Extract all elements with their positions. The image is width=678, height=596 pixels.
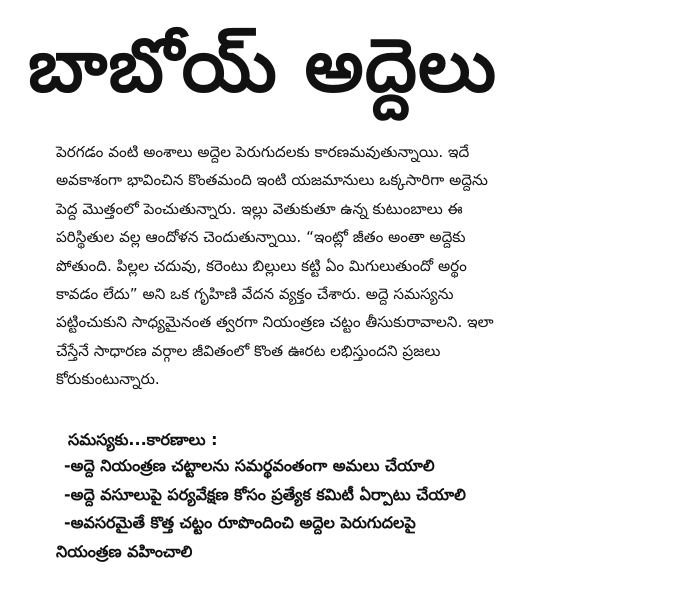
paragraph-line: కోరుకుంటున్నారు. xyxy=(56,370,160,389)
reasons-title: సమస్యకు...కారణాలు : xyxy=(68,430,218,449)
reason-item-continuation: నియంత్రణ వహించాలి xyxy=(56,541,193,561)
paragraph-line: పెద్ద మొత్తంలో పెంచుతున్నారు. ఇల్లు వెతుకుతూ ఉన్న కుటుంబాలు ఈ xyxy=(56,199,463,218)
paragraph-line: పోతుంది. పిల్లల చదువు, కరెంటు బిల్లులు కట్టి ఏం మిగులుతుందో అర్థం xyxy=(56,256,467,275)
reason-item: -అద్దె వసూలుపై పర్యవేక్షణ కోసం ప్రత్యేక కమిటీ ఏర్పాటు చేయాలి xyxy=(64,484,466,504)
reasons-list xyxy=(56,452,666,566)
paragraph-line: పరిస్థితుల వల్ల ఆందోళన చెందుతున్నాయి. “ఇంట్లో జీతం అంతా అద్దెకు xyxy=(56,228,466,247)
reason-item: -అవసరమైతే కొత్త చట్టం రూపొందించి అద్దెల పెరుగుదలపై xyxy=(64,513,416,532)
paragraph-line: పెరగడం వంటి అంశాలు అద్దెల పెరుగుదలకు కారణమవుతున్నాయి. ఇదే xyxy=(56,143,470,161)
paragraph-line: అవకాశంగా భావించిన కొంతమంది ఇంటి యజమానులు ఒక్కసారిగా అద్దెను xyxy=(56,171,488,190)
paragraph-line: పట్టించుకుని సాధ్యమైనంత త్వరగా నియంత్రణ చట్టం తీసుకురావాలని. ఇలా xyxy=(56,313,494,332)
headline: బాబోయ్ అద్దెలు xyxy=(28,23,498,109)
reason-item: -అద్దె నియంత్రణ చట్టాలను సమర్థవంతంగా అమలు చేయాలి xyxy=(64,456,435,475)
article-paragraph xyxy=(56,138,656,394)
paragraph-line: చేస్తేనే సాధారణ వర్గాల జీవితంలో కొంత ఊరట లభిస్తుందని ప్రజలు xyxy=(56,341,441,360)
paragraph-line: కావడం లేదు” అని ఒక గృహిణి వేదన వ్యక్తం చేశారు. అద్దె సమస్యను xyxy=(56,285,454,304)
